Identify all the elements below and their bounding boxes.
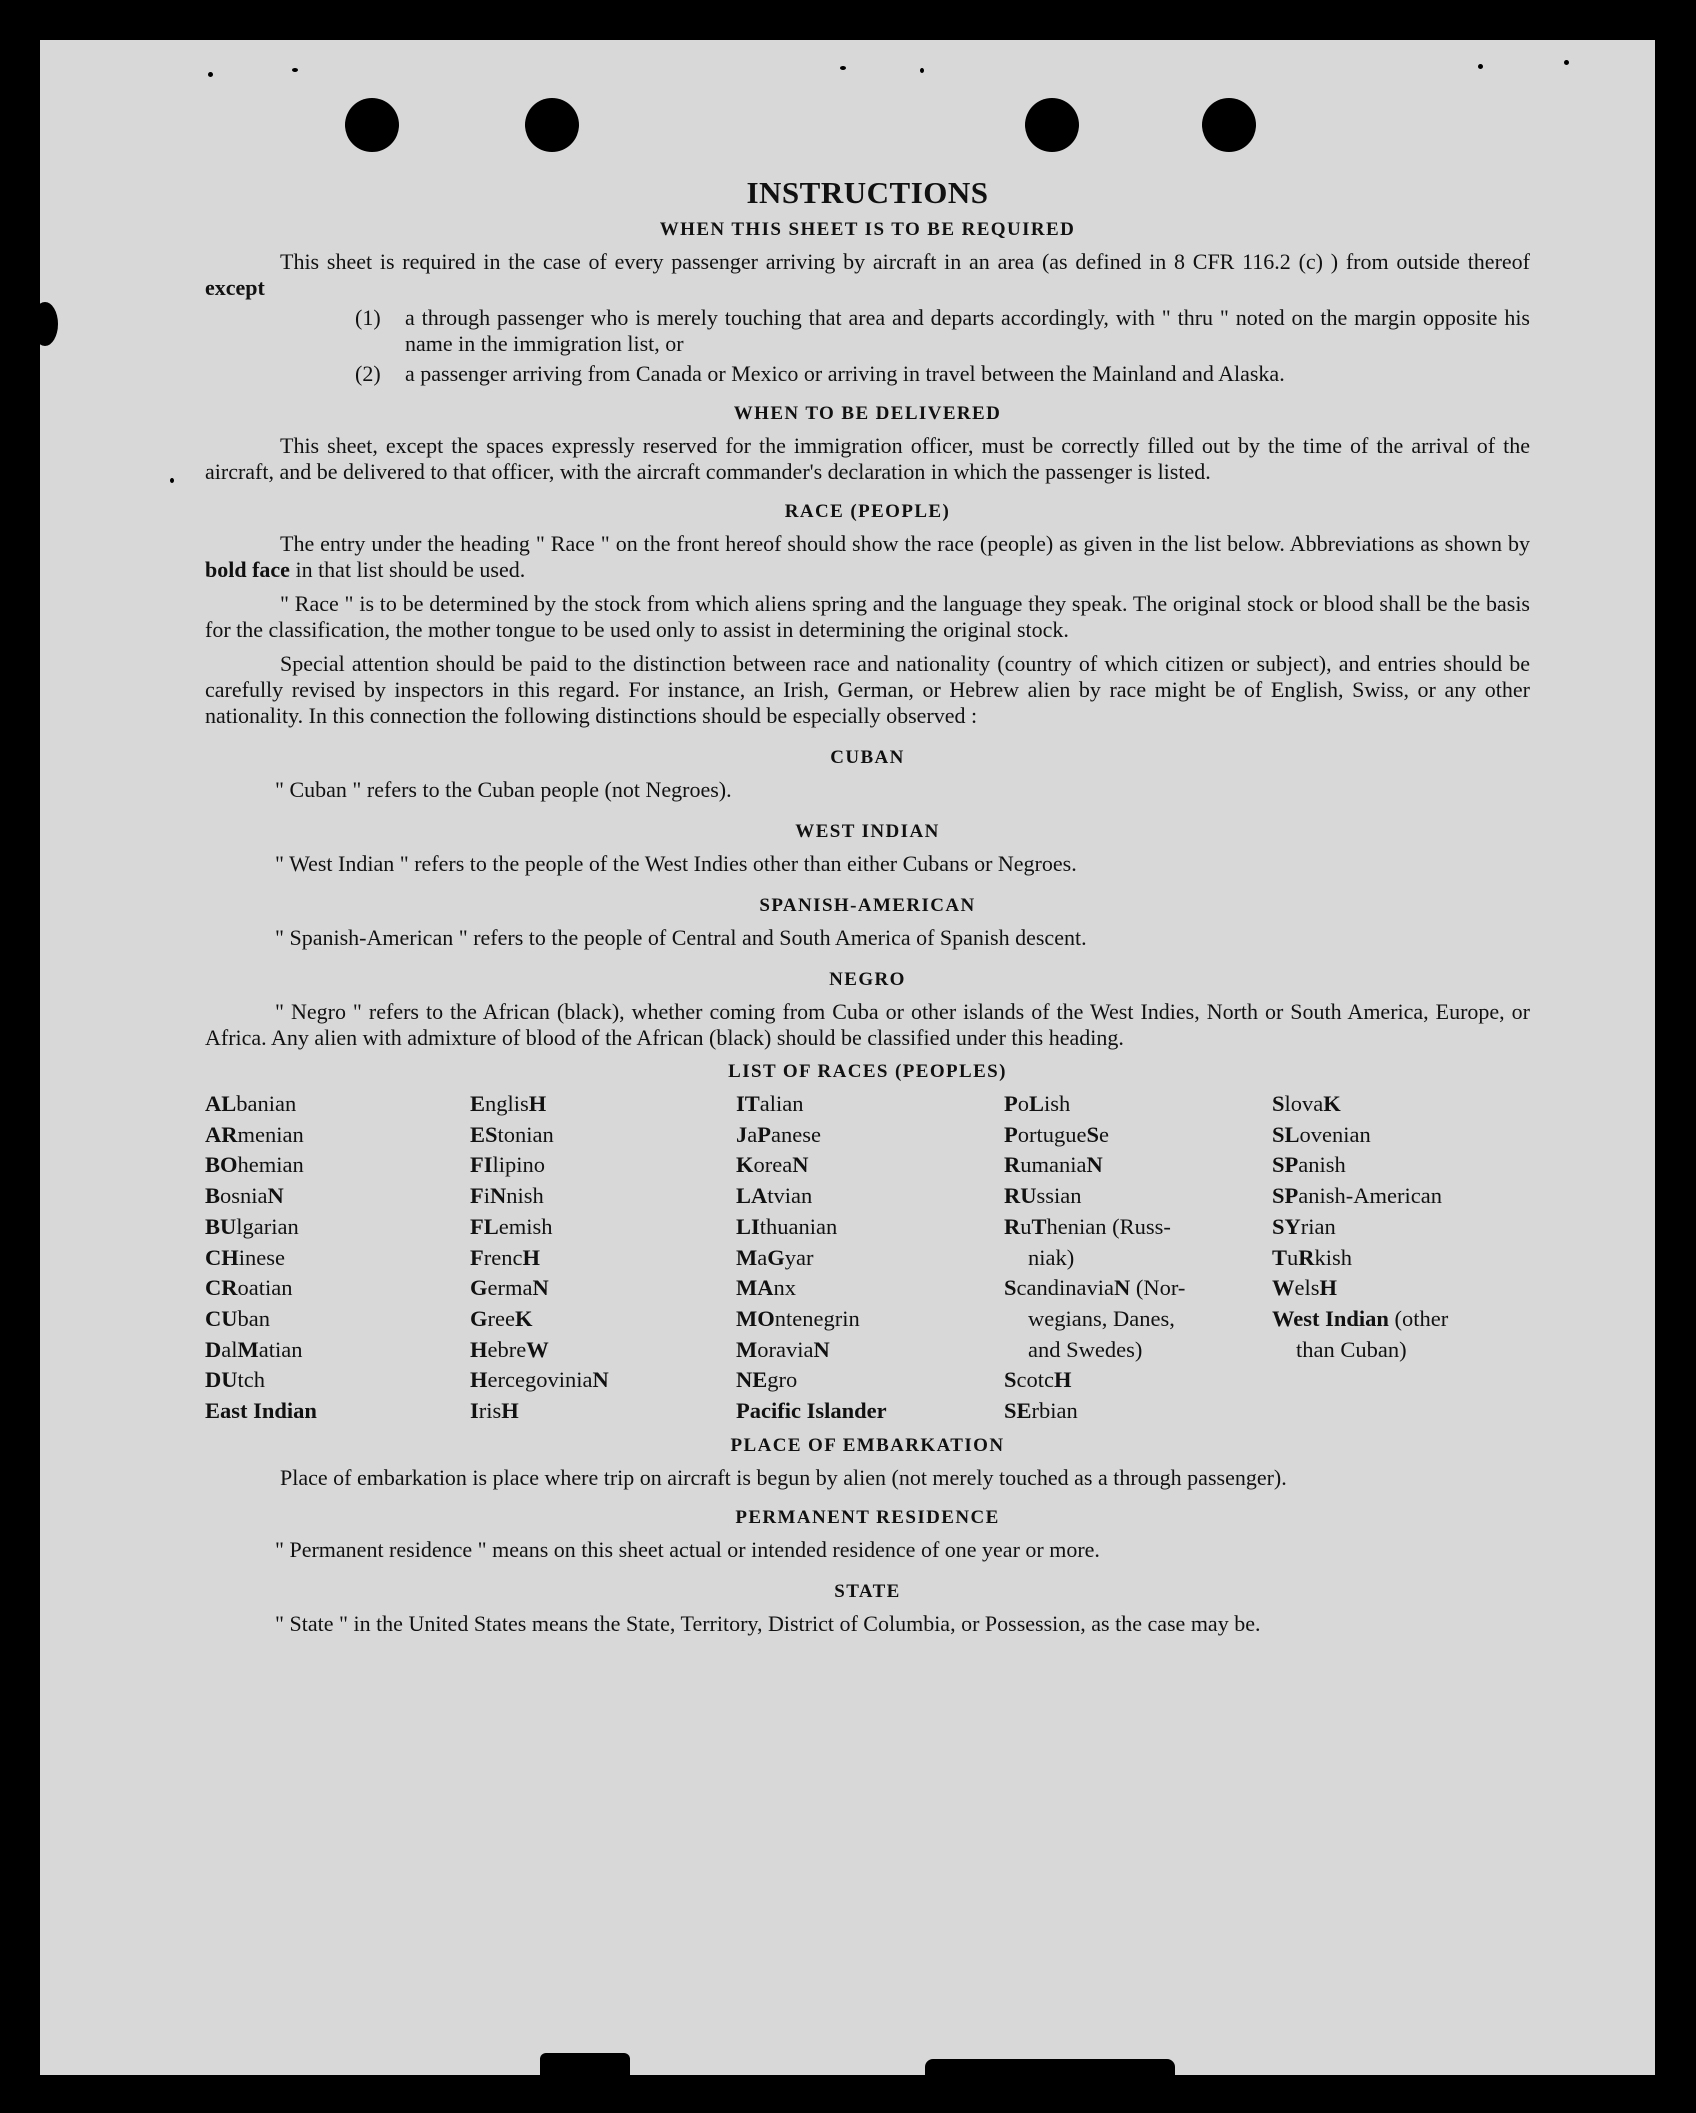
race-entry xyxy=(205,1335,470,1366)
race-entry xyxy=(736,1396,1004,1427)
race-entry xyxy=(205,1396,470,1427)
race-entry-text: menian xyxy=(237,1121,304,1147)
cuban-text: " Cuban " refers to the Cuban people (not Negroes). xyxy=(275,777,732,802)
race-entry-text: u xyxy=(1020,1213,1032,1239)
race-abbrev-bold: CU xyxy=(205,1305,238,1331)
race-entry xyxy=(1272,1181,1530,1212)
race-entry-text: els xyxy=(1294,1275,1320,1301)
race-entry xyxy=(1004,1212,1272,1243)
race-abbrev-bold: R xyxy=(1004,1213,1021,1239)
race-entry-text: ban xyxy=(237,1305,270,1331)
race-entry xyxy=(470,1335,736,1366)
race-entry xyxy=(470,1304,736,1335)
races-table xyxy=(205,1089,1530,1427)
race-abbrev-bold: SY xyxy=(1272,1213,1301,1239)
race-abbrev-bold: LA xyxy=(736,1183,768,1209)
race-entry-text: u xyxy=(1287,1244,1299,1270)
race-abbrev-bold: S xyxy=(1004,1367,1017,1393)
race-column xyxy=(470,1089,736,1427)
race-entry xyxy=(470,1120,736,1151)
race-entry-text: anish-American xyxy=(1298,1183,1442,1209)
race-entry-text: nglis xyxy=(485,1091,529,1116)
heading-embarkation: PLACE OF EMBARKATION xyxy=(730,1434,1005,1456)
heading-cuban: CUBAN xyxy=(830,747,905,768)
race-abbrev-bold: N xyxy=(1086,1152,1103,1178)
race-abbrev-bold: NE xyxy=(736,1367,768,1393)
race-entry-text: banian xyxy=(236,1091,297,1116)
race-entry xyxy=(205,1120,470,1151)
race-entry xyxy=(736,1089,1004,1120)
race-entry-text: ish xyxy=(1044,1091,1071,1116)
list-item xyxy=(355,361,1530,387)
race-paragraph-2: " Race " is to be determined by the stock from which aliens spring and the language they speak. The original stock or blood shall be the basis for the classification, the mother tongue to be used only to assist in determining the original stock. xyxy=(205,591,1530,642)
race-entry xyxy=(470,1089,736,1120)
race-entry-text: atian xyxy=(258,1336,303,1362)
race-entry xyxy=(1272,1120,1530,1151)
race-abbrev-bold: T xyxy=(1272,1244,1288,1270)
race-entry-text: yar xyxy=(784,1244,814,1270)
race-entry xyxy=(1004,1273,1272,1304)
race-entry xyxy=(470,1150,736,1181)
race-entry xyxy=(470,1212,736,1243)
race-entry xyxy=(736,1212,1004,1243)
race-entry-text: a xyxy=(757,1244,768,1270)
race-entry-text: tvian xyxy=(767,1183,813,1209)
race-entry xyxy=(205,1273,470,1304)
race-entry-text: oatian xyxy=(237,1275,293,1301)
race-entry-text: anish xyxy=(1298,1152,1346,1178)
race-entry-text: rian xyxy=(1300,1213,1336,1239)
race-abbrev-bold: FI xyxy=(470,1152,493,1178)
race-entry-text: osnia xyxy=(220,1183,268,1209)
race-abbrev-bold: H xyxy=(1054,1367,1072,1393)
race-entry xyxy=(470,1365,736,1396)
race-entry-text: umania xyxy=(1020,1152,1087,1178)
race-abbrev-bold: G xyxy=(470,1305,488,1331)
race-abbrev-bold: RU xyxy=(1004,1183,1037,1209)
speck xyxy=(840,66,846,70)
race-abbrev-bold: IT xyxy=(736,1091,760,1116)
race-entry-text: kish xyxy=(1314,1244,1353,1270)
exception-list xyxy=(355,305,1530,387)
race-entry xyxy=(205,1365,470,1396)
race-entry-continuation: niak) xyxy=(1028,1244,1075,1270)
race-entry-text: anese xyxy=(771,1121,821,1147)
scan-mark xyxy=(540,2053,630,2075)
race-column xyxy=(205,1089,470,1427)
race-abbrev-bold: E xyxy=(470,1091,486,1116)
race-entry xyxy=(205,1181,470,1212)
punch-hole-4 xyxy=(1202,98,1256,152)
race-entry-text: e xyxy=(1099,1121,1109,1147)
race-entry-text: i xyxy=(483,1183,491,1209)
list-item-text: a through passenger who is merely touching that area and departs accordingly, with " thru " noted on the margin opposite his name in the immigration list, or xyxy=(405,305,1530,356)
document-sheet xyxy=(40,40,1655,2075)
heading-list-of-races: LIST OF RACES (PEOPLES) xyxy=(728,1061,1007,1082)
race-entry-text: erma xyxy=(487,1275,533,1301)
race-abbrev-bold: D xyxy=(205,1336,222,1362)
race-entry xyxy=(736,1243,1004,1274)
race-abbrev-bold: K xyxy=(736,1152,754,1178)
race-abbrev-bold: R xyxy=(1298,1244,1315,1270)
race-entry xyxy=(736,1335,1004,1366)
instructions-content xyxy=(205,175,1530,1637)
race-entry-text: gro xyxy=(767,1367,798,1393)
race-entry-text: henian (Russ- xyxy=(1046,1213,1171,1239)
race-abbrev-bold: N xyxy=(490,1183,507,1209)
heading-spanish-american: SPANISH-AMERICAN xyxy=(759,895,976,916)
race-entry-text: lova xyxy=(1284,1091,1324,1116)
punch-hole-1 xyxy=(345,98,399,152)
race-abbrev-bold: CR xyxy=(205,1275,238,1301)
when-delivered-text: This sheet, except the spaces expressly reserved for the immigration officer, must be correctly filled out by the time of the arrival of the aircraft, and be delivered to that officer, with the aircraft commander's declaration in which the passenger is listed. xyxy=(205,433,1530,484)
race-abbrev-bold: J xyxy=(736,1121,748,1147)
race-entry xyxy=(1272,1335,1530,1366)
punch-hole-2 xyxy=(525,98,579,152)
race-entry xyxy=(1004,1396,1272,1427)
race-abbrev-bold: N xyxy=(813,1336,830,1362)
race-entry xyxy=(1004,1150,1272,1181)
race-entry-text: candinavia xyxy=(1016,1275,1114,1301)
race-abbrev-bold: L xyxy=(1029,1091,1045,1116)
race-abbrev-bold: West Indian xyxy=(1272,1305,1389,1331)
race-p1-tail: in that list should be used. xyxy=(295,557,526,582)
race-entry-text: tonian xyxy=(497,1121,554,1147)
race-entry-text: tch xyxy=(237,1367,265,1393)
race-p1-bold: bold face xyxy=(205,557,290,582)
speck xyxy=(292,68,298,72)
list-item xyxy=(355,305,1530,357)
race-entry xyxy=(205,1304,470,1335)
race-abbrev-bold: H xyxy=(470,1336,488,1362)
race-abbrev-bold: P xyxy=(757,1121,771,1147)
race-abbrev-bold: S xyxy=(1272,1091,1285,1116)
race-entry xyxy=(205,1150,470,1181)
race-entry-text: ortugue xyxy=(1017,1121,1087,1147)
race-column xyxy=(1004,1089,1272,1427)
race-abbrev-bold: MA xyxy=(736,1275,774,1301)
race-entry-text: renc xyxy=(483,1244,523,1270)
race-abbrev-bold: S xyxy=(1004,1275,1017,1301)
race-entry xyxy=(1004,1304,1272,1335)
race-entry-text: lipino xyxy=(492,1152,546,1178)
race-entry xyxy=(1004,1243,1272,1274)
race-abbrev-bold: N xyxy=(532,1275,549,1301)
race-abbrev-bold: T xyxy=(1031,1213,1047,1239)
heading-permanent-residence: PERMANENT RESIDENCE xyxy=(735,1506,1000,1528)
race-abbrev-bold: M xyxy=(237,1336,259,1362)
race-abbrev-bold: SP xyxy=(1272,1183,1299,1209)
race-entry-text: ree xyxy=(487,1305,515,1331)
race-abbrev-bold: P xyxy=(1004,1121,1018,1147)
race-entry xyxy=(736,1273,1004,1304)
race-entry xyxy=(205,1243,470,1274)
race-entry-text: nish xyxy=(506,1183,544,1209)
negro-text: " Negro " refers to the African (black), whether coming from Cuba or other islands of the West Indies, North or South America, Europe, or Africa. Any alien with admixture of blood of the African (black) should be classified under this heading. xyxy=(205,999,1530,1050)
race-paragraph-3: Special attention should be paid to the distinction between race and nationality (country of which citizen or subject), and entries should be carefully revised by inspectors in this regard. For instance, an Irish, German, or Hebrew alien by race might be of English, Swiss, or any other nationality. In this connection the following distinctions should be especially observed : xyxy=(205,651,1530,728)
race-entry-text: nx xyxy=(773,1275,796,1301)
heading-when-delivered: WHEN TO BE DELIVERED xyxy=(733,403,1002,424)
race-abbrev-bold: M xyxy=(736,1336,758,1362)
embarkation-text: Place of embarkation is place where trip on aircraft is begun by alien (not merely touched as a through passenger). xyxy=(280,1464,1287,1490)
race-abbrev-bold: F xyxy=(470,1183,484,1209)
race-entry xyxy=(736,1150,1004,1181)
race-entry xyxy=(1004,1335,1272,1366)
race-abbrev-bold: SE xyxy=(1004,1398,1032,1424)
heading-west-indian: WEST INDIAN xyxy=(795,821,940,842)
race-abbrev-bold: LI xyxy=(736,1213,760,1239)
race-column xyxy=(736,1089,1004,1427)
race-abbrev-bold: W xyxy=(1272,1275,1295,1301)
race-abbrev-bold: SL xyxy=(1272,1121,1300,1147)
race-abbrev-bold: G xyxy=(470,1275,488,1301)
race-abbrev-bold: H xyxy=(501,1398,519,1424)
race-abbrev-bold: CH xyxy=(205,1244,239,1270)
list-item-text: a passenger arriving from Canada or Mexico or arriving in travel between the Mainland and Alaska. xyxy=(405,361,1285,386)
permanent-residence-text: " Permanent residence " means on this sheet actual or intended residence of one year or more. xyxy=(275,1536,1100,1562)
race-entry-continuation: wegians, Danes, xyxy=(1028,1305,1175,1331)
heading-when-required: WHEN THIS SHEET IS TO BE REQUIRED xyxy=(659,219,1076,240)
west-indian-text: " West Indian " refers to the people of the West Indies other than either Cubans or Negroes. xyxy=(275,851,1077,876)
race-entry xyxy=(205,1212,470,1243)
speck xyxy=(1478,64,1483,69)
race-entry-text: cotc xyxy=(1016,1367,1054,1393)
list-item-number: (2) xyxy=(355,361,381,386)
when-required-intro xyxy=(205,249,1530,301)
race-entry xyxy=(205,1089,470,1120)
race-abbrev-bold: AR xyxy=(205,1121,238,1147)
race-entry xyxy=(470,1181,736,1212)
punch-hole-3 xyxy=(1025,98,1079,152)
race-entry-text: oravia xyxy=(757,1336,814,1362)
race-entry-text: inese xyxy=(238,1244,285,1270)
list-item-number: (1) xyxy=(355,305,381,330)
race-abbrev-bold: SP xyxy=(1272,1152,1299,1178)
race-entry-text: (other xyxy=(1388,1305,1449,1331)
race-abbrev-bold: R xyxy=(1004,1152,1021,1178)
when-required-intro-lead: This sheet is required in the case of every passenger arriving by aircraft in an area (as defined in 8 CFR 116.2 (c) ) from outside thereof xyxy=(280,249,1530,274)
race-abbrev-bold: H xyxy=(1319,1275,1338,1301)
race-entry-text: al xyxy=(221,1336,238,1362)
race-entry xyxy=(470,1273,736,1304)
race-entry-text: hemian xyxy=(237,1152,304,1178)
heading-race: RACE (PEOPLE) xyxy=(784,501,951,522)
scan-mark xyxy=(925,2059,1175,2075)
race-entry-continuation: and Swedes) xyxy=(1028,1336,1143,1362)
race-entry xyxy=(1272,1243,1530,1274)
race-entry xyxy=(736,1304,1004,1335)
speck xyxy=(40,302,58,346)
race-abbrev-bold: N xyxy=(792,1152,809,1178)
race-entry xyxy=(1004,1120,1272,1151)
race-entry-text: o xyxy=(1017,1091,1029,1116)
race-abbrev-bold: I xyxy=(470,1398,479,1424)
race-paragraph-1 xyxy=(205,531,1530,583)
heading-state: STATE xyxy=(834,1580,901,1602)
speck xyxy=(208,72,213,77)
race-entry xyxy=(1004,1365,1272,1396)
race-entry-text: ris xyxy=(478,1398,502,1424)
race-entry-text: (Nor- xyxy=(1130,1275,1186,1301)
spanish-american-text: " Spanish-American " refers to the people of Central and South America of Spanish descent. xyxy=(275,925,1087,950)
race-entry-text: rbian xyxy=(1031,1398,1078,1424)
race-entry-text: lgarian xyxy=(236,1213,299,1239)
race-entry-text: ntenegrin xyxy=(774,1305,860,1331)
race-entry xyxy=(1272,1089,1530,1120)
page-title: INSTRUCTIONS xyxy=(746,175,989,210)
race-entry xyxy=(1272,1212,1530,1243)
speck xyxy=(1564,60,1569,65)
race-abbrev-bold: K xyxy=(514,1305,533,1331)
heading-negro: NEGRO xyxy=(829,969,906,990)
race-abbrev-bold: K xyxy=(1323,1091,1341,1116)
race-entry xyxy=(736,1181,1004,1212)
race-abbrev-bold: AL xyxy=(205,1091,237,1116)
race-abbrev-bold: S xyxy=(1086,1121,1099,1147)
race-entry-text: ssian xyxy=(1036,1183,1082,1209)
speck xyxy=(920,68,924,73)
race-entry-text: thuanian xyxy=(759,1213,838,1239)
race-entry xyxy=(1004,1181,1272,1212)
race-abbrev-bold: BO xyxy=(205,1152,238,1178)
race-entry-continuation: than Cuban) xyxy=(1296,1336,1407,1362)
race-abbrev-bold: H xyxy=(470,1367,488,1393)
race-abbrev-bold: H xyxy=(522,1244,540,1270)
race-entry-text: a xyxy=(747,1121,758,1147)
race-abbrev-bold: G xyxy=(767,1244,785,1270)
race-abbrev-bold: DU xyxy=(205,1367,238,1393)
race-entry xyxy=(1272,1304,1530,1335)
race-entry-text: orea xyxy=(753,1152,793,1178)
race-column xyxy=(1272,1089,1530,1427)
race-p1-lead: The entry under the heading " Race " on the front hereof should show the race (people) as given in the list below. Abbreviations as shown by xyxy=(280,531,1530,556)
race-abbrev-bold: N xyxy=(267,1183,284,1209)
race-abbrev-bold: MO xyxy=(736,1305,775,1331)
race-abbrev-bold: M xyxy=(736,1244,758,1270)
race-entry xyxy=(470,1243,736,1274)
race-abbrev-bold: P xyxy=(1004,1091,1018,1116)
race-entry-text: alian xyxy=(759,1091,804,1116)
race-abbrev-bold: B xyxy=(205,1183,221,1209)
race-abbrev-bold: N xyxy=(592,1367,609,1393)
race-abbrev-bold: Pacific Islander xyxy=(736,1398,887,1424)
race-entry xyxy=(1272,1273,1530,1304)
race-abbrev-bold: ES xyxy=(470,1121,498,1147)
race-entry-text: ercegovinia xyxy=(487,1367,593,1393)
race-abbrev-bold: East Indian xyxy=(205,1398,317,1424)
race-entry-text: emish xyxy=(498,1213,553,1239)
race-abbrev-bold: N xyxy=(1113,1275,1131,1301)
race-abbrev-bold: H xyxy=(528,1091,547,1116)
race-entry xyxy=(736,1120,1004,1151)
race-entry-text: ebre xyxy=(487,1336,527,1362)
race-entry xyxy=(470,1396,736,1427)
race-abbrev-bold: FL xyxy=(470,1213,499,1239)
race-abbrev-bold: W xyxy=(526,1336,549,1362)
race-abbrev-bold: F xyxy=(470,1244,484,1270)
when-required-intro-bold: except xyxy=(205,275,265,300)
race-entry-text: ovenian xyxy=(1299,1121,1371,1147)
race-entry xyxy=(736,1365,1004,1396)
state-text: " State " in the United States means the State, Territory, District of Columbia, or Possession, as the case may be. xyxy=(275,1610,1261,1636)
race-abbrev-bold: BU xyxy=(205,1213,237,1239)
speck xyxy=(170,478,174,483)
race-entry xyxy=(1272,1150,1530,1181)
race-entry xyxy=(1004,1089,1272,1120)
